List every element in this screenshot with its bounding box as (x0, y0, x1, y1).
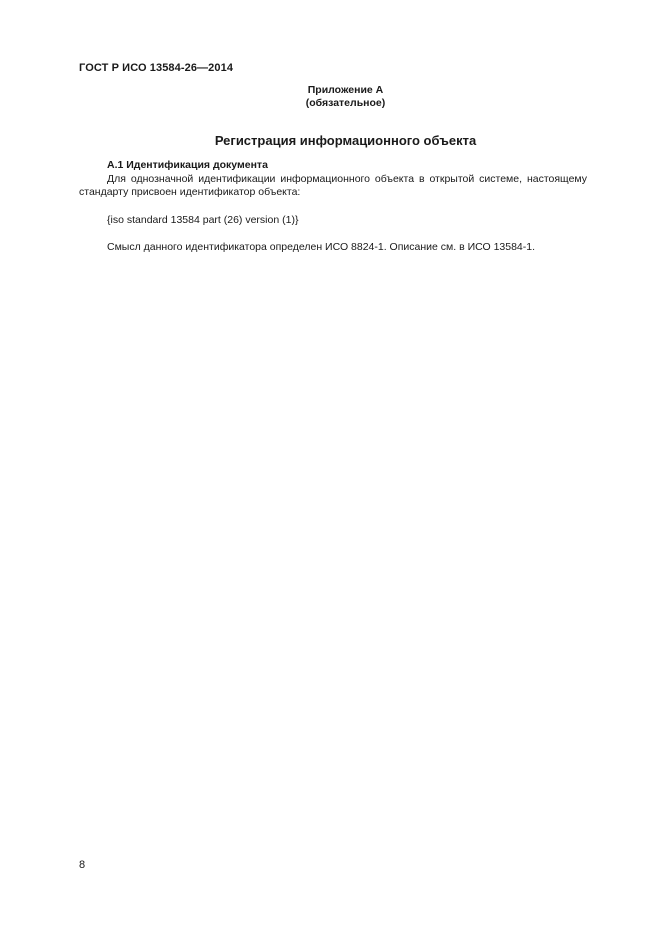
clause-heading: А.1 Идентификация документа (107, 159, 268, 171)
clause-paragraph-1: Для однозначной идентификации информационного объекта в открытой системе, настоящему стандарту присвоен идентификатор объекта: (79, 172, 587, 198)
annex-title: Приложение А (307, 84, 384, 96)
clause-body (79, 159, 587, 255)
section-title: Регистрация информационного объекта (214, 133, 477, 148)
object-identifier: {iso standard 13584 part (26) version (1)} (107, 213, 299, 226)
annex-header (0, 84, 661, 110)
page-number: 8 (79, 859, 86, 871)
document-code: ГОСТ Р ИСО 13584-26—2014 (79, 62, 234, 74)
annex-status: (обязательное) (305, 97, 386, 109)
clause-paragraph-2: Смысл данного идентификатора определен ИСО 8824-1. Описание см. в ИСО 13584-1. (107, 241, 536, 253)
